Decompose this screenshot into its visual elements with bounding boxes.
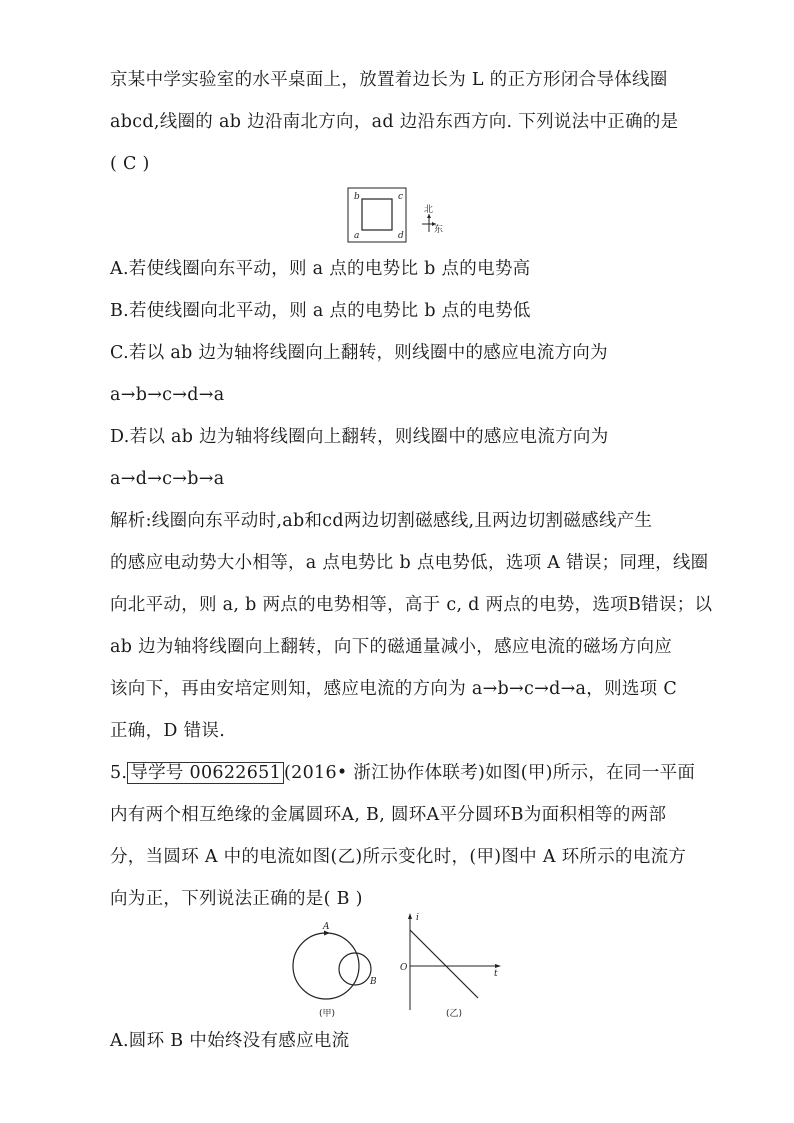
corner-label-b: b [354,192,360,202]
ring-b-label: B [370,977,377,987]
option-b: B.若使线圈向北平动，则 a 点的电势比 b 点的电势低 [110,301,531,321]
current-graph [398,910,508,1020]
origin-label: O [400,963,408,973]
q5-line-2: 内有两个相互绝缘的金属圆环A, B, 圆环A平分圆环B为面积相等的两部 [110,805,667,825]
stem-line-1: 京某中学实验室的水平桌面上，放置着边长为 L 的正方形闭合导体线圈 [110,70,668,90]
analysis-line-2: 的感应电动势大小相等，a 点电势比 b 点电势低，选项 A 错误；同理，线圈 [110,553,709,573]
rings-figure [286,914,396,1024]
q5-line-4: 向为正，下列说法正确的是( B ) [110,889,363,909]
option-d-line-1: D.若以 ab 边为轴将线圈向上翻转，则线圈中的感应电流方向为 [110,427,609,447]
q5-line-3: 分，当圆环 A 中的电流如图(乙)所示变化时，(甲)图中 A 环所示的电流方 [110,847,687,867]
q5-line-1 [110,761,695,785]
corner-label-c: c [398,192,404,202]
question-number: 5. [110,763,128,783]
current-line [410,930,478,998]
analysis-line-4: ab 边为轴将线圈向上翻转，向下的磁通量减小，感应电流的磁场方向应 [110,637,673,657]
y-axis-arrow-icon [408,913,412,919]
q5-source-text: (2016• 浙江协作体联考)如图(甲)所示，在同一平面 [284,763,696,783]
stem-line-2: abcd,线圈的 ab 边沿南北方向，ad 边沿东西方向. 下列说法中正确的是 [110,112,679,132]
coil-figure [344,186,444,246]
guide-number-badge: 导学号 00622651 [127,762,284,784]
analysis-line-3: 向北平动，则 a, b 两点的电势相等，高于 c, d 两点的电势，选项B错误；以 [110,595,713,615]
analysis-line-1: 解析:线圈向东平动时,ab和cd两边切割磁感线,且两边切割磁感线产生 [110,511,653,531]
option-d-line-2: a→d→c→b→a [110,469,225,489]
figure-jia-caption: (甲) [319,1009,336,1019]
option-a: A.若使线圈向东平动，则 a 点的电势比 b 点的电势高 [110,259,531,279]
analysis-line-5: 该向下，再由安培定则知，感应电流的方向为 a→b→c→d→a，则选项 C [110,679,678,699]
corner-label-a: a [354,231,360,241]
figure-yi-caption: (乙) [446,1009,463,1019]
analysis-line-6: 正确，D 错误. [110,721,226,741]
compass-east-label: 东 [434,225,444,235]
q5-option-a: A.圆环 B 中始终没有感应电流 [110,1031,350,1051]
ring-b [339,953,371,985]
x-axis-label: t [494,969,498,979]
y-axis-label: i [416,913,419,923]
option-c-line-2: a→b→c→d→a [110,385,225,405]
corner-label-d: d [398,231,404,241]
coil-square [362,199,392,230]
ring-a [293,933,359,999]
x-axis-arrow-icon [495,964,501,968]
answer-q4: ( C ) [110,154,150,174]
compass-north-label: 北 [424,205,434,215]
option-c-line-1: C.若以 ab 边为轴将线圈向上翻转，则线圈中的感应电流方向为 [110,343,608,363]
ring-a-label: A [323,922,330,932]
